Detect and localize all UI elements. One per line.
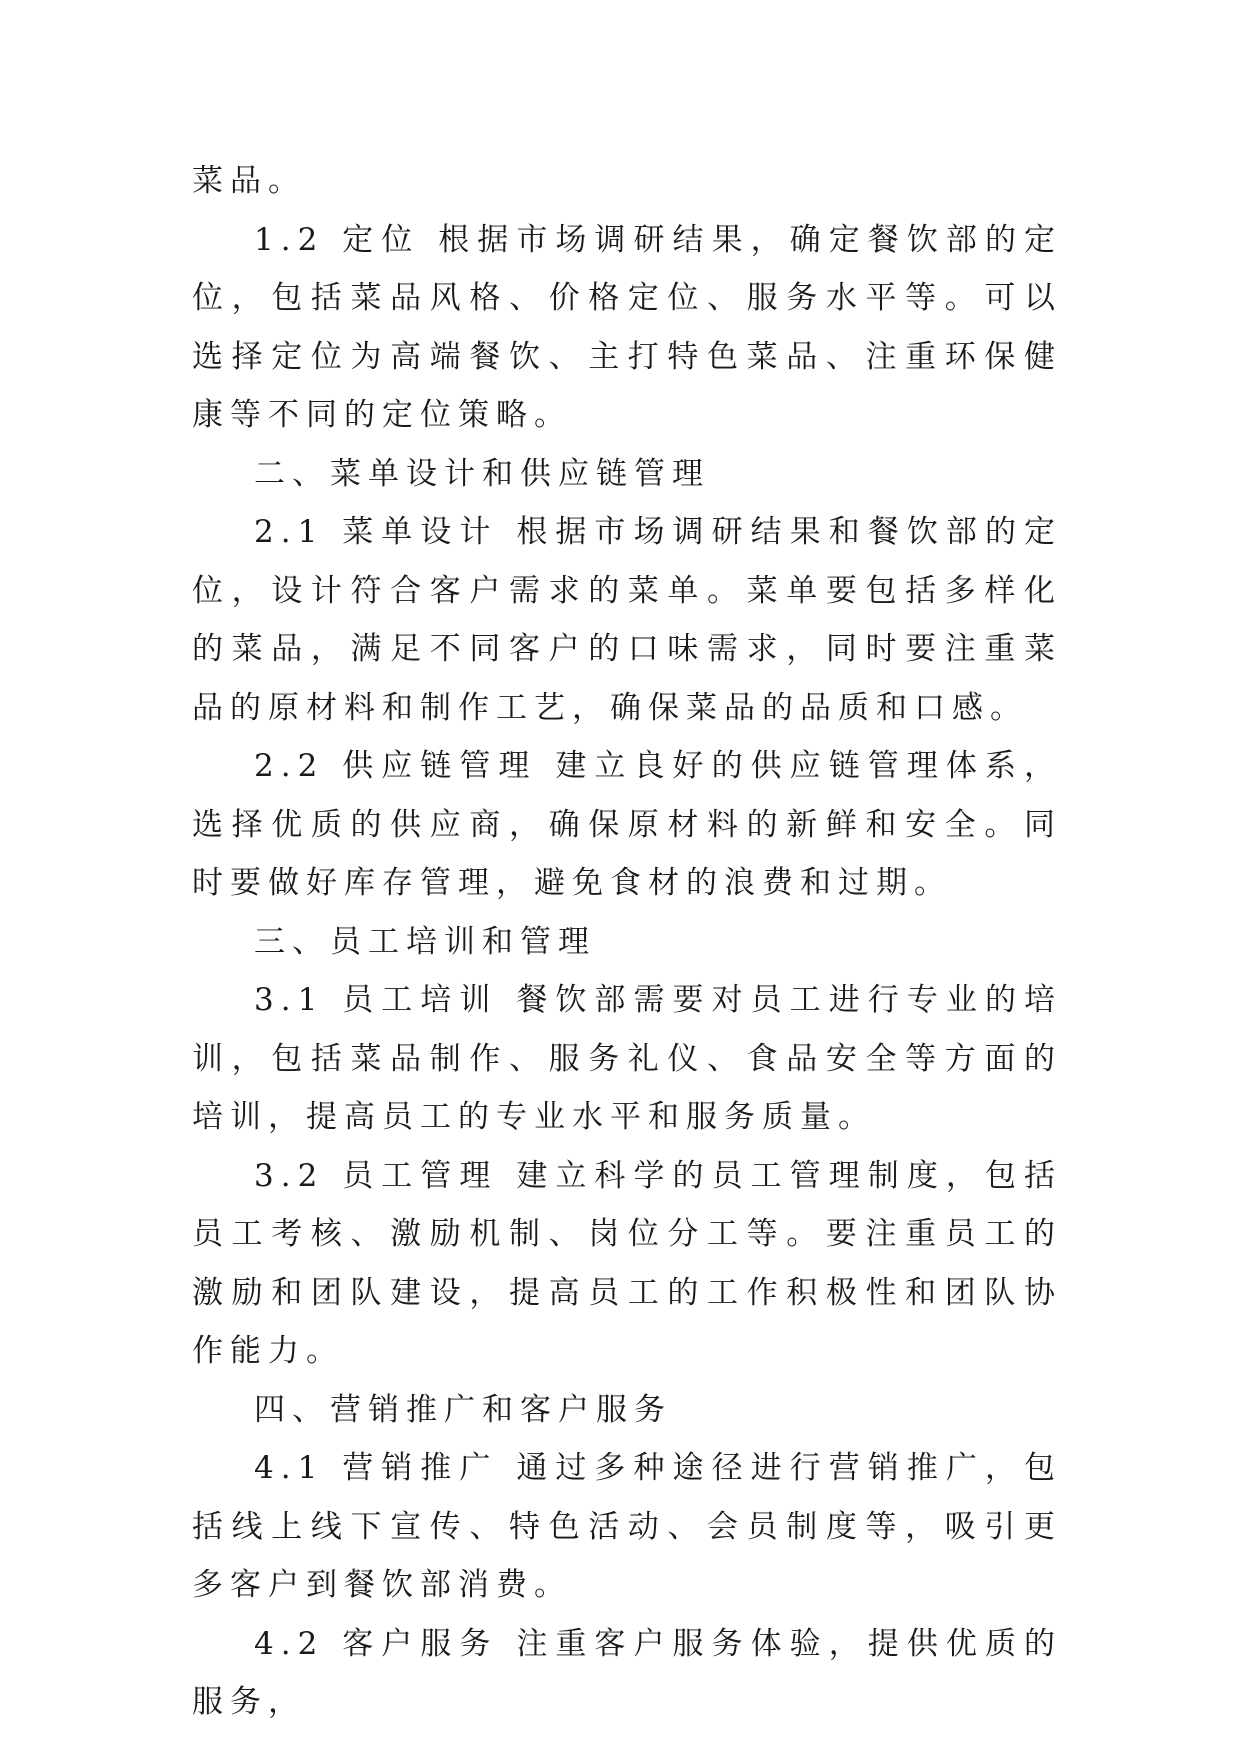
- section-heading-3: 三、员工培训和管理: [254, 923, 596, 960]
- paragraph-1-2-positioning: 1.2 定位 根据市场调研结果，确定餐饮部的定位，包括菜品风格、价格定位、服务水平等。可以选择定位为高端餐饮、主打特色菜品、注重环保健康等不同的定位策略。: [192, 221, 1062, 433]
- document-body: [192, 152, 1062, 1732]
- paragraph-3-1-staff-training: 3.1 员工培训 餐饮部需要对员工进行专业的培训，包括菜品制作、服务礼仪、食品安全等方面的培训，提高员工的专业水平和服务质量。: [192, 982, 1062, 1135]
- paragraph-4-1-marketing: 4.1 营销推广 通过多种途径进行营销推广，包括线上线下宣传、特色活动、会员制度等，吸引更多客户到餐饮部消费。: [192, 1450, 1062, 1603]
- paragraph-continuation: 菜品。: [192, 163, 306, 199]
- paragraph-4-2-customer-service: 4.2 客户服务 注重客户服务体验，提供优质的服务，: [192, 1625, 1062, 1720]
- paragraph-2-1-menu-design: 2.1 菜单设计 根据市场调研结果和餐饮部的定位，设计符合客户需求的菜单。菜单要包括多样化的菜品，满足不同客户的口味需求，同时要注重菜品的原材料和制作工艺，确保菜品的品质和口感。: [192, 514, 1062, 726]
- paragraph-2-2-supply-chain: 2.2 供应链管理 建立良好的供应链管理体系，选择优质的供应商，确保原材料的新鲜和安全。同时要做好库存管理，避免食材的浪费和过期。: [192, 748, 1062, 901]
- section-heading-4: 四、营销推广和客户服务: [254, 1391, 672, 1428]
- paragraph-3-2-staff-management: 3.2 员工管理 建立科学的员工管理制度，包括员工考核、激励机制、岗位分工等。要注重员工的激励和团队建设，提高员工的工作积极性和团队协作能力。: [192, 1157, 1062, 1369]
- section-heading-2: 二、菜单设计和供应链管理: [254, 455, 710, 492]
